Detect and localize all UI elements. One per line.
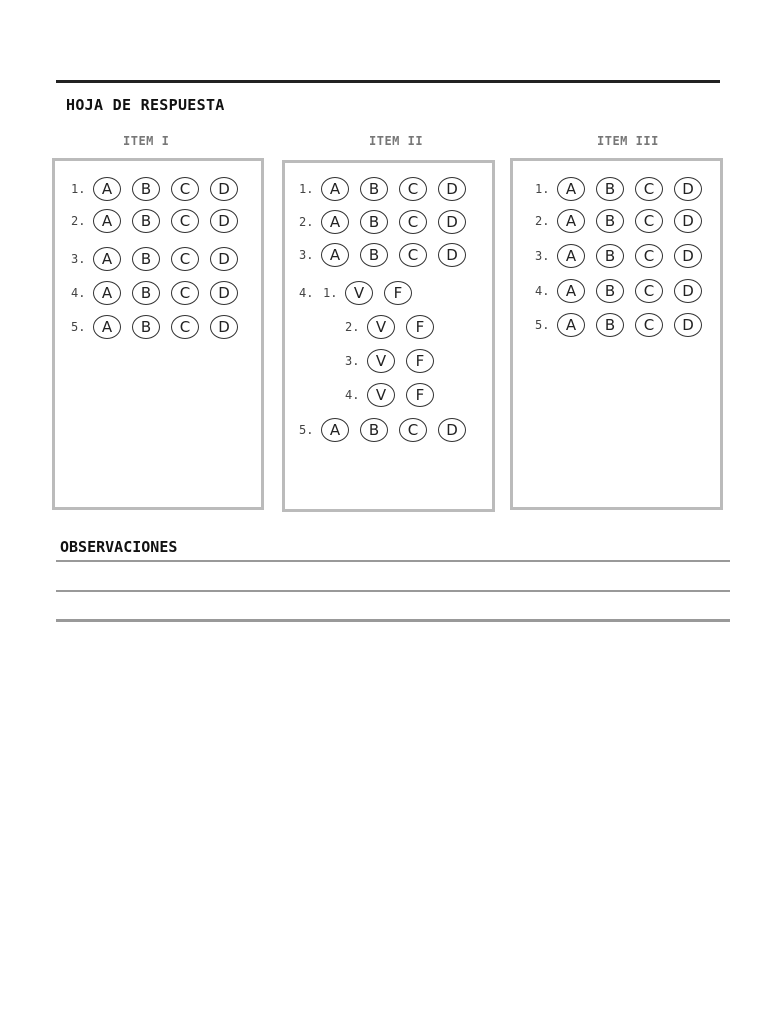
answer-box-item-iii <box>510 158 723 510</box>
question-number: 4. <box>299 286 314 300</box>
answer-bubble-a[interactable]: A <box>557 209 585 233</box>
answer-bubble-d[interactable]: D <box>438 243 466 267</box>
question-number: 2. <box>71 214 86 228</box>
answer-bubble-a[interactable]: A <box>93 177 121 201</box>
question-number: 5. <box>299 423 314 437</box>
answer-bubble-b[interactable]: B <box>132 315 160 339</box>
answer-bubble-a[interactable]: A <box>557 244 585 268</box>
sheet-title: HOJA DE RESPUESTA <box>66 96 225 114</box>
answer-bubble-b[interactable]: B <box>132 281 160 305</box>
answer-bubble-d[interactable]: D <box>674 244 702 268</box>
sub-question-number: 2. <box>345 320 360 334</box>
answer-bubble-v[interactable]: V <box>367 315 395 339</box>
question-row <box>299 243 477 267</box>
answer-bubble-b[interactable]: B <box>360 418 388 442</box>
answer-bubble-v[interactable]: V <box>367 383 395 407</box>
answer-bubble-a[interactable]: A <box>93 281 121 305</box>
answer-bubble-b[interactable]: B <box>132 177 160 201</box>
answer-bubble-d[interactable]: D <box>210 315 238 339</box>
answer-bubble-d[interactable]: D <box>438 210 466 234</box>
answer-bubble-c[interactable]: C <box>399 243 427 267</box>
question-number: 3. <box>535 249 550 263</box>
observation-line-2 <box>56 590 730 592</box>
sub-question-number: 1. <box>323 286 338 300</box>
question-number: 5. <box>71 320 86 334</box>
answer-bubble-d[interactable]: D <box>438 177 466 201</box>
answer-bubble-v[interactable]: V <box>345 281 373 305</box>
answer-bubble-b[interactable]: B <box>132 209 160 233</box>
answer-bubble-b[interactable]: B <box>132 247 160 271</box>
answer-bubble-a[interactable]: A <box>557 279 585 303</box>
answer-bubble-c[interactable]: C <box>635 279 663 303</box>
answer-bubble-c[interactable]: C <box>171 281 199 305</box>
answer-bubble-f[interactable]: F <box>406 315 434 339</box>
question-number: 1. <box>535 182 550 196</box>
answer-bubble-a[interactable]: A <box>321 243 349 267</box>
column-title-item-ii: ITEM II <box>369 134 424 148</box>
answer-bubble-a[interactable]: A <box>321 177 349 201</box>
question-number: 1. <box>299 182 314 196</box>
question-row <box>299 315 445 339</box>
sub-question-number: 4. <box>345 388 360 402</box>
observations-title: OBSERVACIONES <box>60 538 178 556</box>
answer-bubble-d[interactable]: D <box>438 418 466 442</box>
question-row <box>71 177 249 201</box>
question-row <box>535 177 713 201</box>
answer-bubble-d[interactable]: D <box>210 247 238 271</box>
question-number: 5. <box>535 318 550 332</box>
answer-bubble-c[interactable]: C <box>399 177 427 201</box>
question-row <box>299 210 477 234</box>
question-row <box>535 279 713 303</box>
answer-bubble-c[interactable]: C <box>399 418 427 442</box>
question-number: 3. <box>71 252 86 266</box>
answer-bubble-c[interactable]: C <box>635 209 663 233</box>
answer-bubble-d[interactable]: D <box>210 209 238 233</box>
observation-line-3 <box>56 619 730 622</box>
answer-bubble-a[interactable]: A <box>93 247 121 271</box>
answer-bubble-b[interactable]: B <box>360 210 388 234</box>
answer-bubble-d[interactable]: D <box>674 177 702 201</box>
answer-bubble-b[interactable]: B <box>596 313 624 337</box>
answer-bubble-d[interactable]: D <box>674 209 702 233</box>
question-row <box>535 313 713 337</box>
observation-line-1 <box>56 560 730 562</box>
answer-bubble-b[interactable]: B <box>596 279 624 303</box>
question-row <box>299 281 423 305</box>
question-row <box>299 418 477 442</box>
question-number: 2. <box>299 215 314 229</box>
answer-box-item-ii <box>282 160 495 512</box>
top-rule <box>56 80 720 83</box>
answer-bubble-b[interactable]: B <box>596 209 624 233</box>
answer-bubble-f[interactable]: F <box>384 281 412 305</box>
question-row <box>71 209 249 233</box>
question-number: 4. <box>71 286 86 300</box>
answer-bubble-b[interactable]: B <box>360 243 388 267</box>
question-row <box>535 244 713 268</box>
column-title-item-i: ITEM I <box>123 134 170 148</box>
answer-bubble-c[interactable]: C <box>399 210 427 234</box>
answer-bubble-d[interactable]: D <box>674 279 702 303</box>
answer-bubble-f[interactable]: F <box>406 349 434 373</box>
answer-bubble-c[interactable]: C <box>171 315 199 339</box>
answer-bubble-a[interactable]: A <box>557 313 585 337</box>
answer-bubble-v[interactable]: V <box>367 349 395 373</box>
answer-bubble-b[interactable]: B <box>596 177 624 201</box>
answer-bubble-c[interactable]: C <box>635 244 663 268</box>
answer-bubble-a[interactable]: A <box>321 210 349 234</box>
answer-bubble-d[interactable]: D <box>210 281 238 305</box>
answer-bubble-a[interactable]: A <box>557 177 585 201</box>
answer-bubble-c[interactable]: C <box>171 247 199 271</box>
question-row <box>299 177 477 201</box>
question-row <box>535 209 713 233</box>
answer-bubble-c[interactable]: C <box>171 209 199 233</box>
answer-bubble-c[interactable]: C <box>635 313 663 337</box>
answer-bubble-b[interactable]: B <box>596 244 624 268</box>
question-row <box>299 349 445 373</box>
answer-bubble-a[interactable]: A <box>93 209 121 233</box>
column-title-item-iii: ITEM III <box>597 134 659 148</box>
answer-bubble-b[interactable]: B <box>360 177 388 201</box>
answer-bubble-c[interactable]: C <box>171 177 199 201</box>
question-number: 1. <box>71 182 86 196</box>
sub-question-number: 3. <box>345 354 360 368</box>
answer-bubble-a[interactable]: A <box>93 315 121 339</box>
answer-bubble-a[interactable]: A <box>321 418 349 442</box>
question-row <box>71 281 249 305</box>
answer-box-item-i <box>52 158 264 510</box>
question-number: 3. <box>299 248 314 262</box>
question-number: 4. <box>535 284 550 298</box>
question-number: 2. <box>535 214 550 228</box>
question-row <box>71 247 249 271</box>
question-row <box>299 383 445 407</box>
answer-bubble-d[interactable]: D <box>210 177 238 201</box>
answer-bubble-c[interactable]: C <box>635 177 663 201</box>
answer-bubble-d[interactable]: D <box>674 313 702 337</box>
answer-bubble-f[interactable]: F <box>406 383 434 407</box>
question-row <box>71 315 249 339</box>
